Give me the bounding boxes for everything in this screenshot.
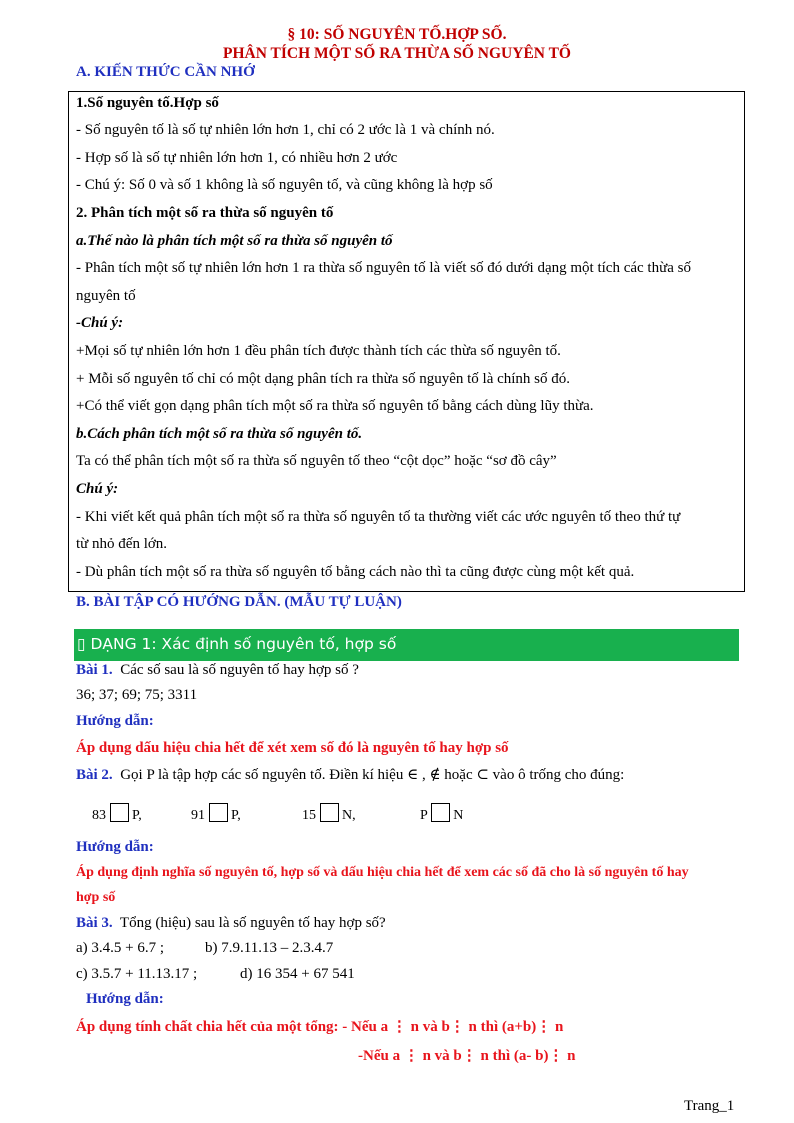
exercise-1 — [76, 661, 359, 679]
fill-item-right: N, — [342, 808, 356, 823]
knowledge-line: từ nhỏ đến lớn. — [76, 536, 168, 552]
knowledge-subheading-a: a.Thế nào là phân tích một số ra thừa số nguyên tố — [76, 233, 393, 249]
exercise-2-text: Gọi P là tập hợp các số nguyên tố. Điền kí hiệu ∈ , ∉ hoặc ⊂ vào ô trống cho đúng: — [120, 767, 625, 783]
knowledge-line: - Hợp số là số tự nhiên lớn hơn 1, có nhiều hơn 2 ước — [76, 150, 398, 166]
exercise-1-text: Các số sau là số nguyên tố hay hợp số ? — [120, 662, 359, 678]
exercise-3-item-a: a) 3.4.5 + 6.7 ; — [76, 940, 165, 956]
knowledge-line: - Khi viết kết quả phân tích một số ra thừa số nguyên tố ta thường viết các ước nguyên tố theo thứ tự — [76, 509, 681, 525]
page-title-line-1: § 10: SỐ NGUYÊN TỐ.HỢP SỐ. — [287, 26, 507, 43]
exercise-3-guide-label: Hướng dẫn: — [86, 991, 164, 1007]
fill-item-left: P — [420, 808, 428, 823]
answer-box[interactable] — [110, 803, 129, 822]
exercise-3-guide-line-2: -Nếu a ⋮ n và b⋮ n thì (a- b)⋮ n — [358, 1048, 576, 1064]
knowledge-line: - Chú ý: Số 0 và số 1 không là số nguyên tố, và cũng không là hợp số — [76, 177, 493, 193]
knowledge-line: - Phân tích một số tự nhiên lớn hơn 1 ra thừa số nguyên tố là viết số đó dưới dạng một tích các thừa số — [76, 260, 691, 276]
answer-box[interactable] — [431, 803, 450, 822]
exercise-3-label: Bài 3. — [76, 915, 113, 931]
section-b-heading: B. BÀI TẬP CÓ HƯỚNG DẪN. (MẪU TỰ LUẬN) — [76, 594, 402, 610]
knowledge-line: + Mỗi số nguyên tố chỉ có một dạng phân tích ra thừa số nguyên tố là chính số đó. — [76, 371, 571, 387]
exercise-2-guide-label: Hướng dẫn: — [76, 839, 154, 855]
fill-item-left: 15 — [302, 808, 316, 823]
knowledge-line: - Dù phân tích một số ra thừa số nguyên tố bằng cách nào thì ta cũng được cùng một kết quả. — [76, 564, 635, 580]
fill-item-right: N — [453, 808, 464, 823]
exercise-2 — [76, 766, 624, 784]
section-a-heading: A. KIẾN THỨC CẦN NHỚ — [76, 64, 255, 80]
fill-item-left: 91 — [191, 808, 205, 823]
knowledge-note-label: Chú ý: — [76, 481, 119, 497]
page-number: Trang_1 — [684, 1098, 735, 1114]
exercise-1-guide-label: Hướng dẫn: — [76, 713, 154, 729]
exercise-1-guide: Áp dụng dấu hiệu chia hết để xét xem số đó là nguyên tố hay hợp số — [76, 740, 509, 756]
knowledge-heading-2: 2. Phân tích một số ra thừa số nguyên tố — [76, 205, 334, 221]
type-1-banner-label: ▯ DẠNG 1: Xác định số nguyên tố, hợp số — [77, 635, 397, 653]
answer-box[interactable] — [320, 803, 339, 822]
fill-item-right: P, — [231, 808, 241, 823]
exercise-3-guide-line-1: Áp dụng tính chất chia hết của một tổng: - Nếu a ⋮ n và b⋮ n thì (a+b)⋮ n — [76, 1019, 564, 1035]
knowledge-heading-1: 1.Số nguyên tố.Hợp số — [76, 95, 219, 111]
knowledge-line: +Có thể viết gọn dạng phân tích một số ra thừa số nguyên tố bằng cách dùng lũy thừa. — [76, 398, 594, 414]
fill-item-left: 83 — [92, 808, 106, 823]
exercise-3-item-b: b) 7.9.11.13 – 2.3.4.7 — [205, 940, 334, 956]
fill-item — [191, 803, 241, 824]
knowledge-line: +Mọi số tự nhiên lớn hơn 1 đều phân tích được thành tích các thừa số nguyên tố. — [76, 343, 561, 359]
knowledge-line: Ta có thể phân tích một số ra thừa số nguyên tố theo “cột dọc” hoặc “sơ đồ cây” — [76, 453, 557, 469]
exercise-2-guide-line-2: hợp số — [76, 890, 116, 905]
fill-item — [420, 803, 463, 824]
exercise-3-item-c: c) 3.5.7 + 11.13.17 ; — [76, 966, 198, 982]
knowledge-subheading-b: b.Cách phân tích một số ra thừa số nguyên tố. — [76, 426, 363, 442]
knowledge-line: - Số nguyên tố là số tự nhiên lớn hơn 1, chỉ có 2 ước là 1 và chính nó. — [76, 122, 495, 138]
fill-item — [302, 803, 356, 824]
exercise-1-numbers: 36; 37; 69; 75; 3311 — [76, 687, 198, 703]
knowledge-line: nguyên tố — [76, 288, 136, 304]
exercise-3 — [76, 914, 386, 932]
page-title-line-2: PHÂN TÍCH MỘT SỐ RA THỪA SỐ NGUYÊN TỐ — [223, 45, 571, 62]
fill-item-right: P, — [132, 808, 142, 823]
exercise-1-label: Bài 1. — [76, 662, 113, 678]
knowledge-note-label: -Chú ý: — [76, 315, 124, 331]
exercise-3-text: Tổng (hiệu) sau là số nguyên tố hay hợp số? — [119, 915, 386, 931]
exercise-2-guide-line-1: Áp dụng định nghĩa số nguyên tố, hợp số và dấu hiệu chia hết để xem các số đã cho là số nguyên tố hay — [76, 865, 689, 880]
exercise-3-item-d: d) 16 354 + 67 541 — [240, 966, 355, 982]
answer-box[interactable] — [209, 803, 228, 822]
fill-item — [92, 803, 142, 824]
type-1-banner — [74, 629, 739, 661]
exercise-2-label: Bài 2. — [76, 767, 113, 783]
